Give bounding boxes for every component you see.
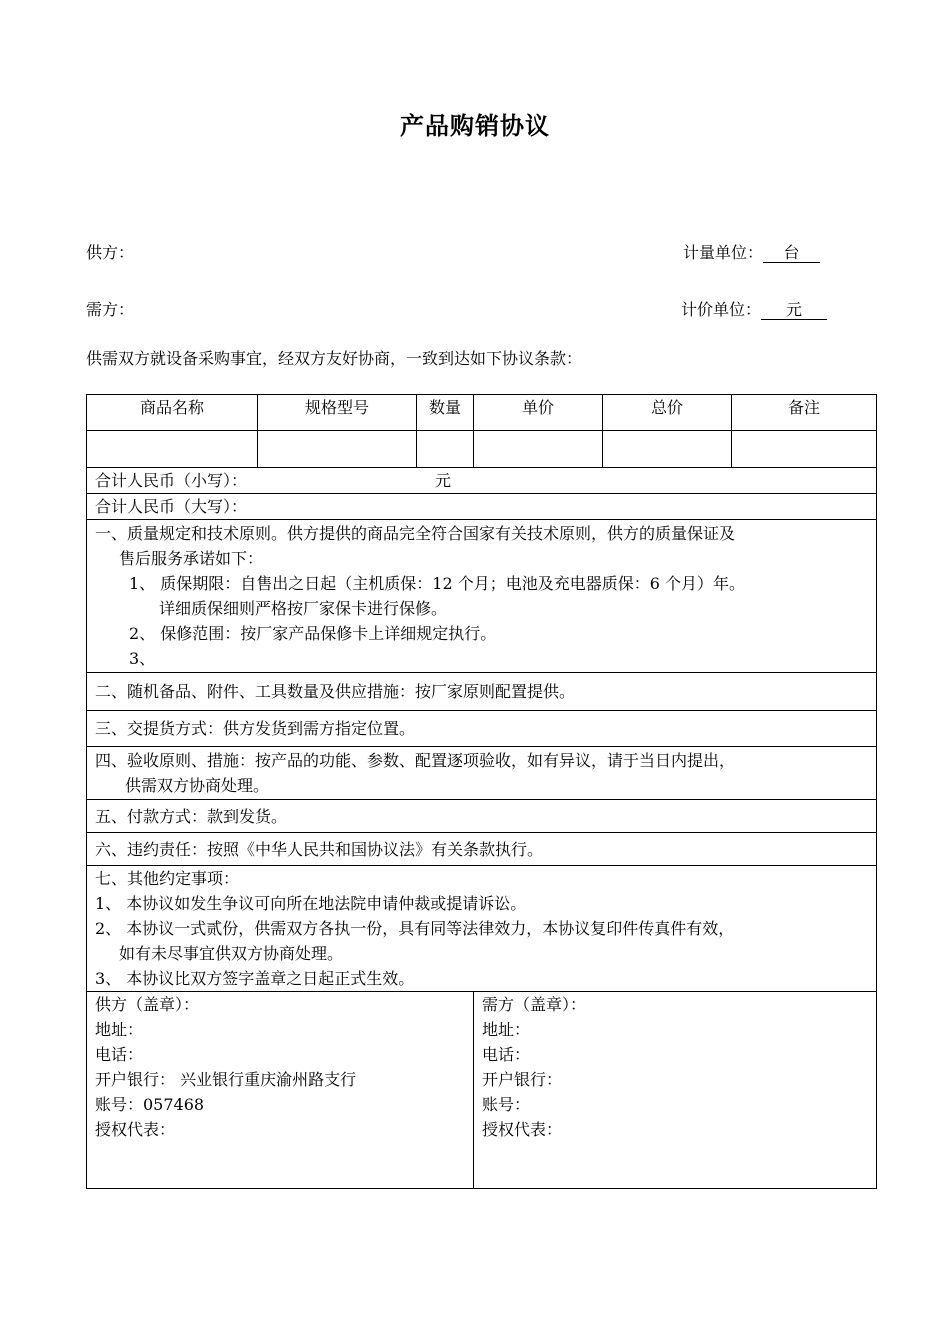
document-title: 产品购销协议 — [400, 112, 550, 140]
total-small-row — [87, 468, 877, 494]
measure-unit — [683, 240, 820, 263]
clause-2: 二、随机备品、附件、工具数量及供应措施：按厂家原则配置提供。 — [87, 673, 877, 711]
header-product-name: 商品名称 — [87, 395, 258, 431]
buyer-signature-block — [474, 992, 877, 1189]
supplier-address: 地址： — [95, 1020, 144, 1039]
header-quantity: 数量 — [417, 395, 474, 431]
clause-5: 五、付款方式：款到发货。 — [87, 800, 877, 833]
clause-7-item2-line2: 如有未尽事宜供双方协商处理。 — [119, 944, 344, 963]
header-unit-price: 单价 — [474, 395, 603, 431]
intro-text: 供需双方就设备采购事宜，经双方友好协商，一致到达如下协议条款： — [86, 349, 583, 368]
buyer-label: 需方： — [86, 300, 135, 319]
clause-4 — [87, 747, 877, 800]
clause-1-item3: 3、 — [129, 649, 156, 668]
total-big-row — [87, 494, 877, 520]
signature-row — [87, 992, 877, 1189]
total-small-label: 合计人民币（小写）： — [95, 471, 248, 490]
clause-7-title: 七、其他约定事项： — [95, 869, 240, 888]
total-big-label: 合计人民币（大写）： — [87, 494, 877, 520]
total-small-cell — [87, 468, 877, 494]
measure-unit-label: 计量单位： — [683, 243, 764, 262]
buyer-phone: 电话： — [482, 1045, 531, 1064]
buyer-address: 地址： — [482, 1020, 531, 1039]
clause-1-line2: 售后服务承诺如下： — [119, 549, 264, 568]
clause-2-row — [87, 673, 877, 711]
clause-4-line2: 供需双方协商处理。 — [125, 776, 270, 795]
agreement-table — [86, 394, 877, 1189]
cell-unit-price[interactable] — [474, 431, 603, 468]
supplier-phone: 电话： — [95, 1045, 144, 1064]
total-small-unit: 元 — [435, 471, 452, 490]
clause-1-item1-line2: 详细质保细则严格按厂家保卡进行保修。 — [159, 599, 448, 618]
clause-6-row — [87, 833, 877, 866]
clause-4-line1: 四、验收原则、措施：按产品的功能、参数、配置逐项验收，如有异议，请于当日内提出， — [95, 751, 736, 770]
clause-7-row — [87, 866, 877, 992]
clause-1-item1-line1: 1、 质保期限：自售出之日起（主机质保：12 个月；电池及充电器质保：6 个月）年。 — [129, 574, 745, 593]
table-row — [87, 431, 877, 468]
header-remark: 备注 — [732, 395, 877, 431]
supplier-label: 供方： — [86, 243, 135, 262]
measure-unit-value: 台 — [763, 244, 820, 263]
clause-1-item2: 2、 保修范围：按厂家产品保修卡上详细规定执行。 — [129, 624, 497, 643]
clause-1 — [87, 520, 877, 673]
buyer-account: 账号： — [482, 1095, 531, 1114]
buyer-bank: 开户银行： — [482, 1070, 563, 1089]
supplier-bank: 开户银行： 兴业银行重庆渝州路支行 — [95, 1070, 357, 1089]
cell-total-price[interactable] — [603, 431, 732, 468]
clause-7 — [87, 866, 877, 992]
price-unit-value: 元 — [761, 301, 827, 320]
cell-product-name[interactable] — [87, 431, 258, 468]
clause-6: 六、违约责任：按照《中华人民共和国协议法》有关条款执行。 — [87, 833, 877, 866]
buyer-rep: 授权代表： — [482, 1120, 563, 1139]
table-header-row — [87, 395, 877, 431]
supplier-seal: 供方（盖章）： — [95, 995, 200, 1014]
price-unit — [681, 297, 827, 320]
header-total-price: 总价 — [603, 395, 732, 431]
clause-4-row — [87, 747, 877, 800]
clause-3: 三、交提货方式：供方发货到需方指定位置。 — [87, 711, 877, 747]
cell-remark[interactable] — [732, 431, 877, 468]
header-model: 规格型号 — [258, 395, 417, 431]
clause-1-line1: 一、质量规定和技术原则。供方提供的商品完全符合国家有关技术原则，供方的质量保证及 — [95, 524, 736, 543]
cell-model[interactable] — [258, 431, 417, 468]
supplier-signature-block — [87, 992, 474, 1189]
price-unit-label: 计价单位： — [681, 300, 762, 319]
clause-1-row — [87, 520, 877, 673]
clause-5-row — [87, 800, 877, 833]
supplier-rep: 授权代表： — [95, 1120, 176, 1139]
clause-3-row — [87, 711, 877, 747]
clause-7-item3: 3、 本协议比双方签字盖章之日起正式生效。 — [95, 969, 415, 988]
clause-7-item1: 1、 本协议如发生争议可向所在地法院申请仲裁或提请诉讼。 — [95, 894, 527, 913]
buyer-seal: 需方（盖章）： — [482, 995, 587, 1014]
cell-quantity[interactable] — [417, 431, 474, 468]
clause-7-item2-line1: 2、 本协议一式贰份，供需双方各执一份，具有同等法律效力，本协议复印件传真件有效， — [95, 919, 735, 938]
supplier-account: 账号：057468 — [95, 1095, 205, 1114]
